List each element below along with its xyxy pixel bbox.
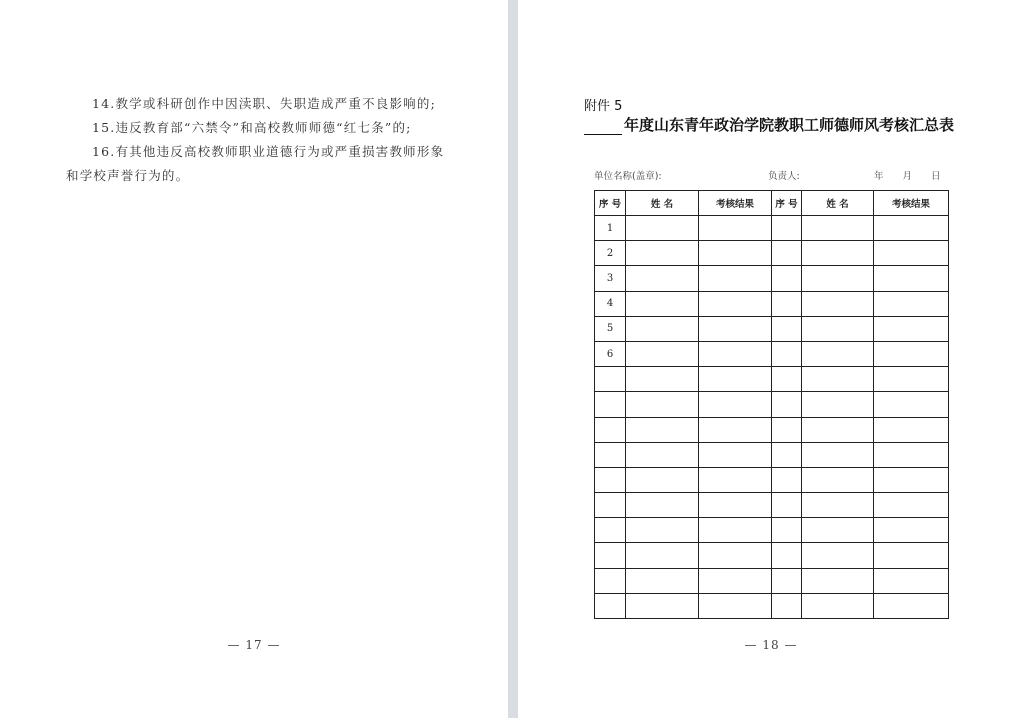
- table-row: [595, 518, 949, 543]
- table-row: [595, 316, 949, 341]
- empty-cell: [874, 216, 949, 241]
- serial-cell: [595, 417, 626, 442]
- empty-cell: [802, 392, 874, 417]
- empty-cell: [626, 291, 699, 316]
- table-row: [595, 568, 949, 593]
- serial-cell: [595, 543, 626, 568]
- empty-cell: [626, 367, 699, 392]
- empty-cell: [699, 442, 772, 467]
- empty-cell: [874, 266, 949, 291]
- table-row: [595, 367, 949, 392]
- empty-cell: [626, 467, 699, 492]
- empty-cell: [626, 442, 699, 467]
- empty-cell: [626, 241, 699, 266]
- empty-cell: [802, 291, 874, 316]
- empty-cell: [874, 417, 949, 442]
- serial-cell: [595, 392, 626, 417]
- empty-cell: [802, 367, 874, 392]
- empty-cell: [626, 568, 699, 593]
- empty-cell: [699, 417, 772, 442]
- empty-cell: [874, 568, 949, 593]
- empty-cell: [699, 493, 772, 518]
- empty-cell: [772, 467, 802, 492]
- empty-cell: [802, 241, 874, 266]
- empty-cell: [772, 442, 802, 467]
- empty-cell: [802, 568, 874, 593]
- empty-cell: [802, 216, 874, 241]
- table-row: [595, 392, 949, 417]
- header-name-2: 姓 名: [802, 191, 874, 216]
- serial-cell: [595, 367, 626, 392]
- empty-cell: [772, 417, 802, 442]
- empty-cell: [699, 467, 772, 492]
- summary-table: [594, 190, 949, 619]
- attachment-label: 附件 5: [584, 99, 623, 114]
- header-serial: 序 号: [595, 191, 626, 216]
- empty-cell: [772, 241, 802, 266]
- person-in-charge-label: 负责人:: [768, 171, 800, 182]
- year-blank: [584, 118, 622, 135]
- empty-cell: [802, 417, 874, 442]
- table-row: [595, 216, 949, 241]
- serial-cell: [595, 442, 626, 467]
- empty-cell: [699, 543, 772, 568]
- empty-cell: [626, 543, 699, 568]
- empty-cell: [874, 392, 949, 417]
- empty-cell: [626, 341, 699, 366]
- empty-cell: [699, 593, 772, 618]
- empty-cell: [772, 316, 802, 341]
- empty-cell: [626, 266, 699, 291]
- paragraph-item-15: [66, 116, 456, 140]
- empty-cell: [626, 392, 699, 417]
- serial-cell: 4: [595, 291, 626, 316]
- empty-cell: [772, 518, 802, 543]
- table-row: [595, 467, 949, 492]
- serial-cell: 1: [595, 216, 626, 241]
- serial-cell: 5: [595, 316, 626, 341]
- empty-cell: [874, 593, 949, 618]
- table-row: [595, 442, 949, 467]
- table-row: [595, 543, 949, 568]
- header-name: 姓 名: [626, 191, 699, 216]
- paragraph-text: 16.有其他违反高校教师职业道德行为或严重损害教师形象和学校声誉行为的。: [66, 144, 445, 183]
- empty-cell: [699, 316, 772, 341]
- empty-cell: [699, 266, 772, 291]
- serial-cell: [595, 568, 626, 593]
- page-number: — 17 —: [227, 638, 281, 652]
- paragraph-text: 15.违反教育部“六禁令”和高校教师师德“红七条”的;: [92, 120, 412, 135]
- empty-cell: [699, 568, 772, 593]
- table-row: [595, 241, 949, 266]
- table-row: [595, 266, 949, 291]
- table-row: [595, 593, 949, 618]
- serial-cell: [595, 593, 626, 618]
- empty-cell: [772, 341, 802, 366]
- paragraph-item-14: [66, 92, 456, 116]
- empty-cell: [802, 316, 874, 341]
- table-row: [595, 417, 949, 442]
- page-18: [518, 0, 1024, 718]
- serial-cell: [595, 518, 626, 543]
- empty-cell: [874, 493, 949, 518]
- empty-cell: [874, 543, 949, 568]
- empty-cell: [802, 442, 874, 467]
- empty-cell: [772, 392, 802, 417]
- date-label: 年 月 日: [874, 171, 949, 182]
- empty-cell: [802, 341, 874, 366]
- serial-cell: 6: [595, 341, 626, 366]
- empty-cell: [626, 316, 699, 341]
- empty-cell: [874, 467, 949, 492]
- empty-cell: [699, 216, 772, 241]
- empty-cell: [772, 568, 802, 593]
- header-result: 考核结果: [699, 191, 772, 216]
- header-serial-2: 序 号: [772, 191, 802, 216]
- empty-cell: [699, 241, 772, 266]
- empty-cell: [874, 291, 949, 316]
- empty-cell: [802, 266, 874, 291]
- empty-cell: [874, 442, 949, 467]
- empty-cell: [699, 367, 772, 392]
- empty-cell: [772, 543, 802, 568]
- empty-cell: [772, 291, 802, 316]
- empty-cell: [874, 341, 949, 366]
- empty-cell: [802, 518, 874, 543]
- empty-cell: [772, 493, 802, 518]
- empty-cell: [626, 593, 699, 618]
- paragraph-item-16: [66, 140, 456, 188]
- empty-cell: [699, 392, 772, 417]
- page-number: — 18 —: [744, 638, 798, 652]
- empty-cell: [874, 316, 949, 341]
- empty-cell: [802, 543, 874, 568]
- document-title: [584, 114, 1004, 135]
- empty-cell: [802, 467, 874, 492]
- empty-cell: [874, 518, 949, 543]
- empty-cell: [626, 216, 699, 241]
- empty-cell: [772, 216, 802, 241]
- empty-cell: [772, 266, 802, 291]
- empty-cell: [626, 493, 699, 518]
- table-body: [595, 216, 949, 619]
- table-header-row: [595, 191, 949, 216]
- table-row: [595, 341, 949, 366]
- serial-cell: 2: [595, 241, 626, 266]
- table-row: [595, 291, 949, 316]
- empty-cell: [699, 518, 772, 543]
- document-title-text: 年度山东青年政治学院教职工师德师风考核汇总表: [624, 116, 955, 134]
- table-row: [595, 493, 949, 518]
- empty-cell: [874, 367, 949, 392]
- serial-cell: [595, 467, 626, 492]
- empty-cell: [874, 241, 949, 266]
- empty-cell: [772, 367, 802, 392]
- empty-cell: [699, 341, 772, 366]
- header-result-2: 考核结果: [874, 191, 949, 216]
- empty-cell: [699, 291, 772, 316]
- page-17: [0, 0, 508, 718]
- empty-cell: [626, 518, 699, 543]
- empty-cell: [802, 493, 874, 518]
- paragraph-text: 14.教学或科研创作中因渎职、失职造成严重不良影响的;: [92, 96, 436, 111]
- empty-cell: [802, 593, 874, 618]
- serial-cell: [595, 493, 626, 518]
- empty-cell: [772, 593, 802, 618]
- unit-name-label: 单位名称(盖章):: [594, 171, 662, 182]
- serial-cell: 3: [595, 266, 626, 291]
- empty-cell: [626, 417, 699, 442]
